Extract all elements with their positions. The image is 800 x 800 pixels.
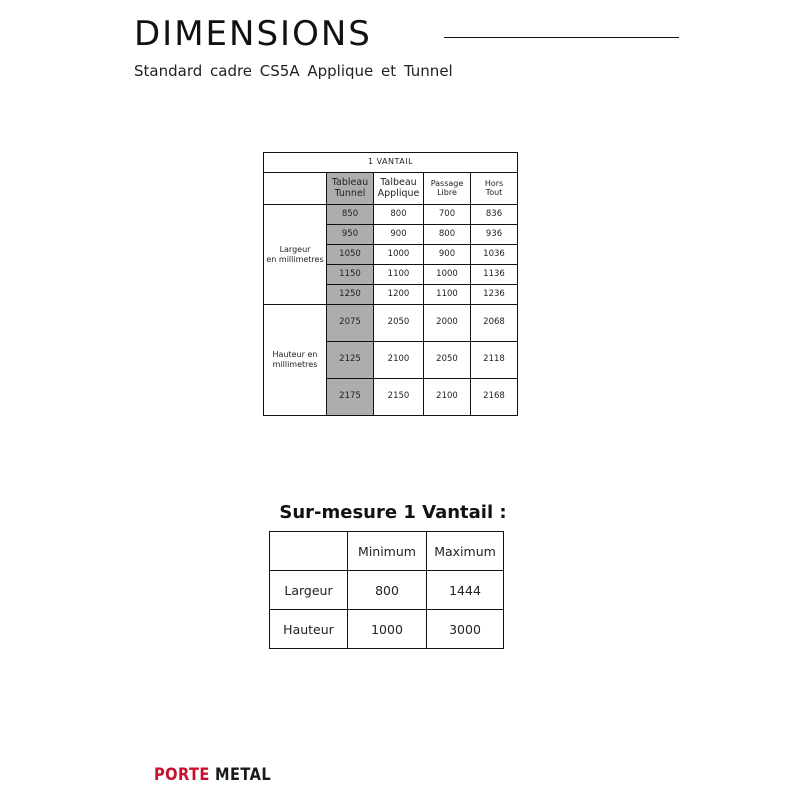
table-cell: 1136: [471, 265, 518, 285]
page-subtitle: Standard cadre CS5A Applique et Tunnel: [134, 62, 453, 80]
table-cell: 2000: [424, 305, 471, 342]
column-header: Passage Libre: [424, 173, 471, 205]
table-cell: 950: [327, 225, 374, 245]
header-row: [264, 173, 518, 205]
table-cell: 800: [424, 225, 471, 245]
custom-header-row: [270, 532, 504, 571]
table-cell: 1000: [424, 265, 471, 285]
max-value: 1444: [427, 571, 504, 610]
table-cell: 850: [327, 205, 374, 225]
column-header: Tableau Tunnel: [327, 173, 374, 205]
row-label: Hauteur: [270, 610, 348, 649]
row-group-label: Largeur en millimetres: [264, 205, 327, 305]
table-banner: 1 VANTAIL: [264, 153, 518, 173]
table-cell: 1036: [471, 245, 518, 265]
table-cell: 800: [374, 205, 424, 225]
table-row: [264, 205, 518, 225]
title-rule: [444, 37, 679, 38]
column-header: Maximum: [427, 532, 504, 571]
table-cell: 1100: [374, 265, 424, 285]
table-cell: 2125: [327, 342, 374, 379]
table-cell: 1050: [327, 245, 374, 265]
column-header: Talbeau Applique: [374, 173, 424, 205]
table-cell: 1200: [374, 285, 424, 305]
logo-word-2: METAL: [215, 765, 272, 785]
logo-word-1: PORTE: [154, 765, 210, 785]
table-cell: 1150: [327, 265, 374, 285]
table-cell: 2150: [374, 379, 424, 416]
column-header: Minimum: [348, 532, 427, 571]
table-cell: 2075: [327, 305, 374, 342]
table-cell: 1100: [424, 285, 471, 305]
table-cell: 900: [374, 225, 424, 245]
table-cell: 2118: [471, 342, 518, 379]
table-cell: 2100: [374, 342, 424, 379]
table-row: [270, 571, 504, 610]
table-cell: 1000: [374, 245, 424, 265]
table-cell: 2050: [424, 342, 471, 379]
row-group-label: Hauteur en millimetres: [264, 305, 327, 416]
column-header: Hors Tout: [471, 173, 518, 205]
table-row: [264, 305, 518, 342]
table-cell: 2175: [327, 379, 374, 416]
table-cell: 2168: [471, 379, 518, 416]
table-cell: 936: [471, 225, 518, 245]
page-title: DIMENSIONS: [134, 14, 372, 54]
table-row: [270, 610, 504, 649]
custom-heading: Sur-mesure 1 Vantail :: [279, 502, 507, 523]
corner-cell: [264, 173, 327, 205]
banner-row: [264, 153, 518, 173]
custom-size-table: [269, 531, 504, 649]
porte-metal-logo: [154, 765, 271, 785]
table-cell: 2068: [471, 305, 518, 342]
table-cell: 1250: [327, 285, 374, 305]
table-cell: 2050: [374, 305, 424, 342]
min-value: 1000: [348, 610, 427, 649]
corner-cell: [270, 532, 348, 571]
table-cell: 700: [424, 205, 471, 225]
dimensions-table: [263, 152, 518, 416]
max-value: 3000: [427, 610, 504, 649]
table-cell: 900: [424, 245, 471, 265]
row-label: Largeur: [270, 571, 348, 610]
table-cell: 836: [471, 205, 518, 225]
min-value: 800: [348, 571, 427, 610]
table-cell: 2100: [424, 379, 471, 416]
table-cell: 1236: [471, 285, 518, 305]
